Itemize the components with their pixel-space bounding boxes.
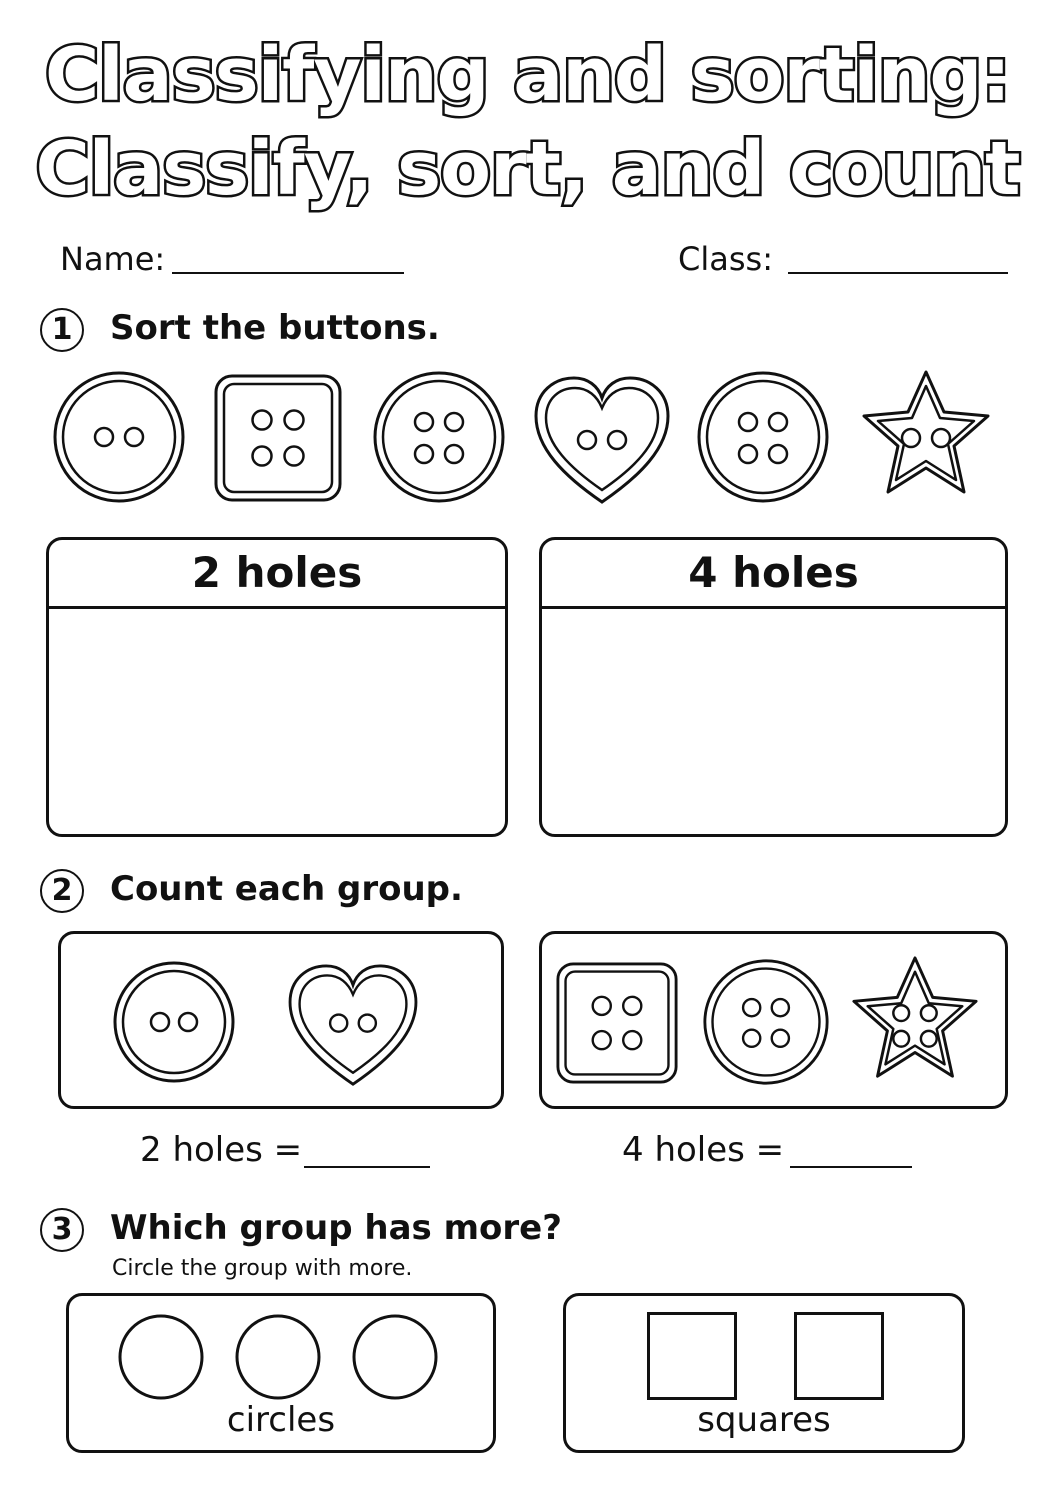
sort-box-2-holes[interactable] xyxy=(46,537,508,837)
name-label: Name: xyxy=(60,240,166,278)
round-button-4-holes-icon xyxy=(696,370,830,504)
question-1-number: 1 xyxy=(40,308,84,352)
count-2-holes-answer-line[interactable] xyxy=(304,1166,430,1168)
heart-button-2-holes-icon xyxy=(286,964,420,1088)
question-1-text: Sort the buttons. xyxy=(110,308,440,348)
count-4-holes-label: 4 holes = xyxy=(622,1130,785,1170)
worksheet-title-line1: Classifying and sorting: xyxy=(45,32,1010,118)
question-2-text: Count each group. xyxy=(110,869,463,909)
circle-shape-icon xyxy=(118,1314,204,1400)
class-line[interactable] xyxy=(788,272,1008,274)
star-button-4-holes-icon xyxy=(848,954,982,1088)
sort-box-4-holes-header: 4 holes xyxy=(542,540,1005,609)
question-3-number: 3 xyxy=(40,1208,84,1252)
class-label: Class: xyxy=(678,240,773,278)
square-button-4-holes-icon xyxy=(556,962,678,1084)
round-button-4-holes-icon xyxy=(372,370,506,504)
heart-button-2-holes-icon xyxy=(534,376,670,506)
question-3-subtext: Circle the group with more. xyxy=(112,1256,413,1281)
square-shape-icon xyxy=(647,1312,737,1400)
sort-box-4-holes[interactable] xyxy=(539,537,1008,837)
question-2-number: 2 xyxy=(40,869,84,913)
circle-shape-icon xyxy=(352,1314,438,1400)
worksheet-title-line2: Classify, sort, and count xyxy=(35,126,1020,212)
sort-box-2-holes-header: 2 holes xyxy=(49,540,505,609)
round-button-2-holes-icon xyxy=(52,370,186,504)
squares-caption: squares xyxy=(697,1400,831,1440)
circle-shape-icon xyxy=(235,1314,321,1400)
round-button-4-holes-icon xyxy=(702,958,830,1086)
count-2-holes-label: 2 holes = xyxy=(140,1130,303,1170)
squares-group-box[interactable] xyxy=(563,1293,965,1453)
square-shape-icon xyxy=(794,1312,884,1400)
round-button-2-holes-icon xyxy=(112,960,236,1084)
circles-caption: circles xyxy=(226,1400,336,1440)
question-3-text: Which group has more? xyxy=(110,1208,562,1248)
name-line[interactable] xyxy=(172,272,404,274)
star-button-2-holes-icon xyxy=(858,368,994,504)
count-4-holes-answer-line[interactable] xyxy=(790,1166,912,1168)
square-button-4-holes-icon xyxy=(214,374,342,502)
